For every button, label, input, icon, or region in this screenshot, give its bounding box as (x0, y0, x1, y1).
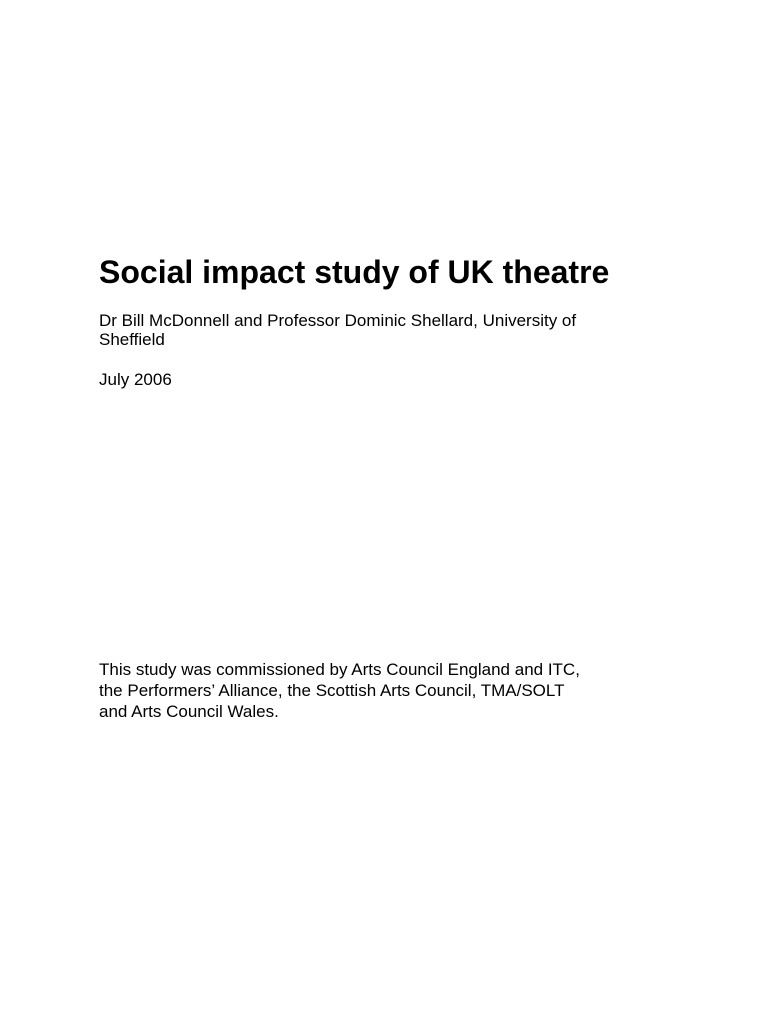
document-date: July 2006 (99, 370, 172, 389)
commission-line: and Arts Council Wales. (99, 702, 279, 721)
commission-line: This study was commissioned by Arts Council England and ITC, (99, 660, 580, 679)
commission-statement (99, 659, 639, 722)
commission-line: the Performers’ Alliance, the Scottish Arts Council, TMA/SOLT (99, 681, 565, 700)
document-title: Social impact study of UK theatre (99, 254, 610, 290)
document-authors: Dr Bill McDonnell and Professor Dominic Shellard, University of Sheffield (99, 311, 577, 349)
